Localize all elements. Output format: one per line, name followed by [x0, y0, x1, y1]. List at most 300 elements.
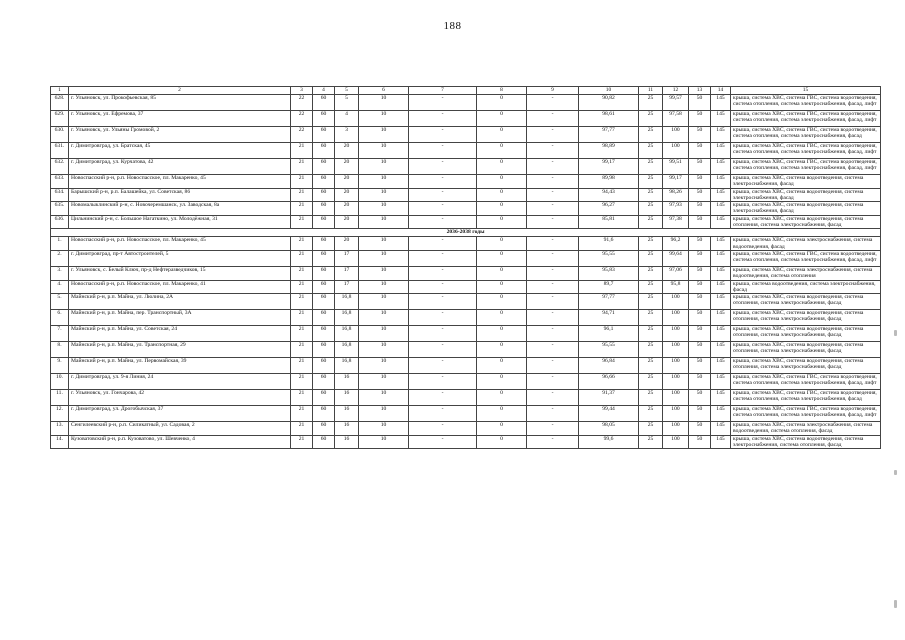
column-header: 12: [663, 87, 689, 95]
cell-9: -: [527, 390, 579, 406]
cell-8: 0: [477, 127, 527, 143]
cell-5: 4: [335, 111, 359, 127]
cell-4: 60: [313, 127, 335, 143]
cell-3: 21: [291, 326, 313, 342]
cell-13: 50: [689, 326, 711, 342]
table-row: [51, 266, 881, 280]
cell-11: 25: [639, 358, 663, 374]
table-row: [51, 202, 881, 216]
column-header: 11: [639, 87, 663, 95]
cell-5: 16,8: [335, 358, 359, 374]
table-row: [51, 422, 881, 436]
cell-13: 50: [689, 111, 711, 127]
table-row: [51, 143, 881, 159]
cell-14: 145: [711, 143, 731, 159]
address-cell: г. Димитровград, пр-т Автостроителей, 5: [69, 250, 291, 266]
cell-14: 145: [711, 175, 731, 189]
cell-4: 60: [313, 342, 335, 358]
works-cell: крыша, система ХВС, система водоотведения, система электроснабжения, фасад: [731, 188, 881, 202]
row-number: 628.: [51, 95, 69, 111]
cell-6: 10: [359, 159, 409, 175]
cell-12: 98,26: [663, 188, 689, 202]
cell-8: 0: [477, 143, 527, 159]
cell-4: 60: [313, 266, 335, 280]
cell-4: 60: [313, 250, 335, 266]
table-row: [51, 111, 881, 127]
cell-14: 145: [711, 159, 731, 175]
cell-3: 21: [291, 280, 313, 294]
cell-12: 100: [663, 390, 689, 406]
cell-6: 10: [359, 143, 409, 159]
cell-13: 50: [689, 95, 711, 111]
cell-8: 0: [477, 215, 527, 229]
cell-13: 50: [689, 143, 711, 159]
table-row: [51, 358, 881, 374]
cell-7: -: [409, 406, 477, 422]
cell-14: 145: [711, 280, 731, 294]
works-cell: крыша, система ХВС, система ГВС, система водоотведения, система отопления, система электроснабжения, фасад: [731, 390, 881, 406]
cell-8: 0: [477, 280, 527, 294]
cell-5: 3: [335, 127, 359, 143]
address-cell: г. Ульяновск, с. Белый Ключ, пр-д Нефтеразведчиков, 15: [69, 266, 291, 280]
cell-7: -: [409, 390, 477, 406]
cell-5: 16: [335, 435, 359, 449]
column-header: 7: [409, 87, 477, 95]
cell-3: 21: [291, 266, 313, 280]
cell-11: 25: [639, 250, 663, 266]
cell-11: 25: [639, 435, 663, 449]
cell-12: 100: [663, 310, 689, 326]
cell-4: 60: [313, 435, 335, 449]
cell-7: -: [409, 435, 477, 449]
cell-14: 145: [711, 310, 731, 326]
cell-4: 60: [313, 358, 335, 374]
row-number: 634.: [51, 188, 69, 202]
cell-6: 10: [359, 215, 409, 229]
cell-8: 0: [477, 175, 527, 189]
cell-5: 20: [335, 215, 359, 229]
address-cell: Майнский р-н, р.п. Майна, пер. Транспортный, 3А: [69, 310, 291, 326]
cell-8: 0: [477, 111, 527, 127]
cell-9: -: [527, 143, 579, 159]
cell-6: 10: [359, 326, 409, 342]
cell-10: 95,55: [579, 250, 639, 266]
cell-3: 21: [291, 422, 313, 436]
cell-12: 100: [663, 358, 689, 374]
cell-7: -: [409, 202, 477, 216]
column-header: 3: [291, 87, 313, 95]
cell-5: 20: [335, 202, 359, 216]
column-header: 13: [689, 87, 711, 95]
cell-7: -: [409, 127, 477, 143]
cell-14: 145: [711, 95, 731, 111]
row-number: 12.: [51, 406, 69, 422]
cell-8: 0: [477, 237, 527, 251]
cell-5: 20: [335, 143, 359, 159]
cell-3: 21: [291, 358, 313, 374]
cell-3: 22: [291, 111, 313, 127]
cell-3: 21: [291, 143, 313, 159]
cell-14: 145: [711, 435, 731, 449]
cell-6: 10: [359, 342, 409, 358]
table-row: [51, 406, 881, 422]
table-row: [51, 326, 881, 342]
cell-10: 97,77: [579, 127, 639, 143]
cell-4: 60: [313, 159, 335, 175]
works-cell: крыша, система водоотведения, система электроснабжения, фасад: [731, 280, 881, 294]
column-header: 6: [359, 87, 409, 95]
cell-3: 21: [291, 435, 313, 449]
cell-12: 95,8: [663, 280, 689, 294]
cell-11: 25: [639, 310, 663, 326]
cell-14: 145: [711, 358, 731, 374]
cell-5: 16: [335, 390, 359, 406]
cell-9: -: [527, 266, 579, 280]
table-row: [51, 127, 881, 143]
cell-8: 0: [477, 342, 527, 358]
address-cell: г. Ульяновск, ул. Гончарова, 42: [69, 390, 291, 406]
cell-12: 100: [663, 406, 689, 422]
cell-13: 50: [689, 215, 711, 229]
cell-8: 0: [477, 358, 527, 374]
row-number: 6.: [51, 310, 69, 326]
cell-11: 25: [639, 111, 663, 127]
cell-14: 145: [711, 237, 731, 251]
cell-10: 99,44: [579, 406, 639, 422]
row-number: 635.: [51, 202, 69, 216]
cell-12: 99,51: [663, 159, 689, 175]
cell-9: -: [527, 435, 579, 449]
cell-4: 60: [313, 202, 335, 216]
cell-12: 97,93: [663, 202, 689, 216]
cell-10: 97,77: [579, 294, 639, 310]
table-row: [51, 435, 881, 449]
cell-14: 145: [711, 250, 731, 266]
cell-13: 50: [689, 159, 711, 175]
cell-11: 25: [639, 326, 663, 342]
cell-14: 145: [711, 342, 731, 358]
works-cell: крыша, система ХВС, система водоотведения, система электроснабжения, фасад: [731, 202, 881, 216]
address-cell: Сенгилеевский р-н, р.п. Силикатный, ул. Садовая, 2: [69, 422, 291, 436]
cell-11: 25: [639, 127, 663, 143]
row-number: 3.: [51, 266, 69, 280]
column-header: 5: [335, 87, 359, 95]
cell-6: 10: [359, 374, 409, 390]
row-number: 10.: [51, 374, 69, 390]
cell-6: 10: [359, 202, 409, 216]
cell-11: 25: [639, 215, 663, 229]
works-cell: крыша, система ХВС, система водоотведения, система отопления, система электроснабжения, фасад: [731, 215, 881, 229]
cell-5: 20: [335, 175, 359, 189]
cell-10: 96,27: [579, 202, 639, 216]
works-cell: крыша, система ХВС, система ГВС, система водоотведения, система отопления, система электроснабжения, фасад, лифт: [731, 250, 881, 266]
table-row: [51, 390, 881, 406]
cell-3: 22: [291, 95, 313, 111]
cell-13: 50: [689, 390, 711, 406]
cell-13: 50: [689, 188, 711, 202]
cell-9: -: [527, 111, 579, 127]
cell-5: 17: [335, 250, 359, 266]
works-cell: крыша, система ХВС, система ГВС, система водоотведения, система отопления, система электроснабжения, фасад, лифт: [731, 95, 881, 111]
cell-4: 60: [313, 390, 335, 406]
cell-7: -: [409, 143, 477, 159]
cell-13: 50: [689, 310, 711, 326]
row-number: 632.: [51, 159, 69, 175]
cell-10: 94,43: [579, 188, 639, 202]
cell-14: 145: [711, 215, 731, 229]
cell-13: 50: [689, 358, 711, 374]
cell-11: 25: [639, 294, 663, 310]
cell-12: 99,57: [663, 95, 689, 111]
cell-14: 145: [711, 422, 731, 436]
cell-4: 60: [313, 188, 335, 202]
cell-11: 25: [639, 406, 663, 422]
row-number: 2.: [51, 250, 69, 266]
works-cell: крыша, система ХВС, система водоотведения, система отопления, система электроснабжения, фасад: [731, 310, 881, 326]
cell-7: -: [409, 159, 477, 175]
cell-8: 0: [477, 374, 527, 390]
row-number: 629.: [51, 111, 69, 127]
cell-13: 50: [689, 374, 711, 390]
cell-12: 97,38: [663, 215, 689, 229]
scan-edge-mark: [894, 470, 897, 475]
cell-10: 98,89: [579, 143, 639, 159]
cell-5: 16,8: [335, 294, 359, 310]
cell-10: 91,37: [579, 390, 639, 406]
cell-11: 25: [639, 188, 663, 202]
address-cell: Новоспасский р-н, р.п. Новоспасское, пл. Макаренко, 41: [69, 280, 291, 294]
cell-10: 98,05: [579, 422, 639, 436]
cell-5: 16: [335, 422, 359, 436]
table-row: [51, 237, 881, 251]
address-cell: Майнский р-н, р.п. Майна, ул. Советская, 24: [69, 326, 291, 342]
cell-6: 10: [359, 435, 409, 449]
cell-9: -: [527, 127, 579, 143]
address-cell: Новомалыклинский р-н, с. Новочеремшанск, ул. Заводская, 8а: [69, 202, 291, 216]
cell-10: 99,17: [579, 159, 639, 175]
address-cell: Кузоватовский р-н, р.п. Кузоватово, ул. Шевченко, 4: [69, 435, 291, 449]
cell-10: 90,82: [579, 95, 639, 111]
cell-14: 145: [711, 111, 731, 127]
cell-6: 10: [359, 266, 409, 280]
cell-12: 100: [663, 326, 689, 342]
column-header: 14: [711, 87, 731, 95]
cell-11: 25: [639, 280, 663, 294]
column-number-row: [51, 87, 881, 95]
cell-6: 10: [359, 111, 409, 127]
cell-8: 0: [477, 250, 527, 266]
cell-5: 16: [335, 374, 359, 390]
cell-8: 0: [477, 406, 527, 422]
works-cell: крыша, система ХВС, система электроснабжения, система водоотведения, система отопления, фасад: [731, 422, 881, 436]
cell-5: 16: [335, 406, 359, 422]
capital-repair-table: [50, 86, 881, 449]
works-cell: крыша, система ХВС, система электроснабжения, система водоотведения, фасад: [731, 237, 881, 251]
table-row: [51, 175, 881, 189]
cell-9: -: [527, 95, 579, 111]
cell-7: -: [409, 374, 477, 390]
cell-11: 25: [639, 95, 663, 111]
works-cell: крыша, система ХВС, система ГВС, система водоотведения, система отопления, система электроснабжения, фасад, лифт: [731, 143, 881, 159]
cell-13: 50: [689, 202, 711, 216]
cell-11: 25: [639, 374, 663, 390]
cell-3: 21: [291, 202, 313, 216]
cell-12: 100: [663, 374, 689, 390]
cell-4: 60: [313, 310, 335, 326]
cell-6: 10: [359, 358, 409, 374]
cell-4: 60: [313, 175, 335, 189]
cell-9: -: [527, 342, 579, 358]
cell-9: -: [527, 175, 579, 189]
cell-13: 50: [689, 435, 711, 449]
cell-3: 21: [291, 310, 313, 326]
cell-12: 100: [663, 422, 689, 436]
cell-4: 60: [313, 95, 335, 111]
cell-8: 0: [477, 294, 527, 310]
cell-5: 5: [335, 95, 359, 111]
cell-8: 0: [477, 422, 527, 436]
cell-7: -: [409, 266, 477, 280]
cell-7: -: [409, 326, 477, 342]
cell-14: 145: [711, 406, 731, 422]
cell-3: 21: [291, 237, 313, 251]
cell-10: 96,1: [579, 326, 639, 342]
cell-5: 16,8: [335, 326, 359, 342]
cell-12: 97,06: [663, 266, 689, 280]
cell-6: 10: [359, 422, 409, 436]
address-cell: Майнский р-н, р.п. Майна, ул. Транспортная, 29: [69, 342, 291, 358]
works-cell: крыша, система ХВС, система водоотведения, система отопления, система электроснабжения, фасад: [731, 358, 881, 374]
cell-4: 60: [313, 422, 335, 436]
cell-5: 17: [335, 280, 359, 294]
cell-5: 16,8: [335, 310, 359, 326]
works-cell: крыша, система ХВС, система ГВС, система водоотведения, система отопления, система электроснабжения, фасад, лифт: [731, 159, 881, 175]
cell-12: 100: [663, 127, 689, 143]
address-cell: г. Димитровград, ул. Курчатова, 42: [69, 159, 291, 175]
cell-9: -: [527, 406, 579, 422]
works-cell: крыша, система ХВС, система ГВС, система водоотведения, система отопления, система электроснабжения, фасад, лифт: [731, 406, 881, 422]
cell-9: -: [527, 374, 579, 390]
address-cell: Новоспасский р-н, р.п. Новоспасское, пл. Макаренко, 45: [69, 237, 291, 251]
table-row: [51, 159, 881, 175]
works-cell: крыша, система ХВС, система водоотведения, система электроснабжения, система отопления, фасад: [731, 435, 881, 449]
cell-3: 21: [291, 342, 313, 358]
row-number: 631.: [51, 143, 69, 159]
cell-6: 10: [359, 390, 409, 406]
cell-13: 50: [689, 250, 711, 266]
works-cell: крыша, система ХВС, система ГВС, система водоотведения, система отопления, система электроснабжения, фасад, лифт: [731, 111, 881, 127]
cell-14: 145: [711, 188, 731, 202]
row-number: 13.: [51, 422, 69, 436]
cell-6: 10: [359, 127, 409, 143]
address-cell: г. Димитровград, ул. Дрогобычская, 37: [69, 406, 291, 422]
row-number: 636.: [51, 215, 69, 229]
cell-6: 10: [359, 294, 409, 310]
cell-7: -: [409, 250, 477, 266]
cell-7: -: [409, 294, 477, 310]
cell-7: -: [409, 310, 477, 326]
cell-7: -: [409, 215, 477, 229]
cell-5: 17: [335, 266, 359, 280]
works-cell: крыша, система ХВС, система водоотведения, система отопления, система электроснабжения, фасад: [731, 294, 881, 310]
cell-5: 20: [335, 159, 359, 175]
address-cell: г. Ульяновск, ул. Прокофьевская, 85: [69, 95, 291, 111]
cell-12: 100: [663, 435, 689, 449]
cell-9: -: [527, 159, 579, 175]
cell-14: 145: [711, 326, 731, 342]
scan-edge-mark: [894, 600, 897, 608]
column-header: 9: [527, 87, 579, 95]
address-cell: Новоспасский р-н, р.п. Новоспасское, пл. Макаренко, 45: [69, 175, 291, 189]
cell-11: 25: [639, 422, 663, 436]
cell-4: 60: [313, 374, 335, 390]
cell-6: 10: [359, 280, 409, 294]
cell-13: 50: [689, 266, 711, 280]
cell-14: 145: [711, 127, 731, 143]
works-cell: крыша, система ХВС, система электроснабжения, система водоотведения, система отопления: [731, 266, 881, 280]
cell-10: 94,71: [579, 310, 639, 326]
cell-8: 0: [477, 159, 527, 175]
cell-9: -: [527, 202, 579, 216]
table-row: [51, 342, 881, 358]
cell-11: 25: [639, 202, 663, 216]
cell-13: 50: [689, 342, 711, 358]
cell-10: 96,84: [579, 358, 639, 374]
table-row: [51, 95, 881, 111]
column-header: 15: [731, 87, 881, 95]
cell-8: 0: [477, 435, 527, 449]
table-row: [51, 294, 881, 310]
cell-11: 25: [639, 143, 663, 159]
cell-9: -: [527, 310, 579, 326]
cell-7: -: [409, 342, 477, 358]
works-cell: крыша, система ХВС, система водоотведения, система электроснабжения, фасад: [731, 175, 881, 189]
cell-12: 97,58: [663, 111, 689, 127]
works-cell: крыша, система ХВС, система водоотведения, система отопления, система электроснабжения, фасад: [731, 342, 881, 358]
address-cell: Майнский р-н, р.п. Майна, ул. Первомайская, 39: [69, 358, 291, 374]
cell-10: 96,66: [579, 374, 639, 390]
table-row: [51, 280, 881, 294]
row-number: 9.: [51, 358, 69, 374]
cell-13: 50: [689, 280, 711, 294]
address-cell: г. Ульяновск, ул. Ефремова, 37: [69, 111, 291, 127]
cell-9: -: [527, 215, 579, 229]
table-row: [51, 310, 881, 326]
cell-7: -: [409, 280, 477, 294]
cell-14: 145: [711, 294, 731, 310]
cell-12: 100: [663, 143, 689, 159]
cell-12: 96,2: [663, 237, 689, 251]
row-number: 11.: [51, 390, 69, 406]
cell-8: 0: [477, 326, 527, 342]
cell-9: -: [527, 326, 579, 342]
cell-13: 50: [689, 127, 711, 143]
address-cell: Цильнинский р-н, с. Большое Нагаткино, ул. Молодёжная, 31: [69, 215, 291, 229]
address-cell: г. Димитровград, ул. Братская, 45: [69, 143, 291, 159]
cell-13: 50: [689, 237, 711, 251]
cell-11: 25: [639, 342, 663, 358]
scan-edge-mark: [894, 330, 897, 336]
cell-5: 20: [335, 188, 359, 202]
cell-6: 10: [359, 310, 409, 326]
cell-13: 50: [689, 406, 711, 422]
cell-11: 25: [639, 175, 663, 189]
row-number: 14.: [51, 435, 69, 449]
row-number: 1.: [51, 237, 69, 251]
column-header: 8: [477, 87, 527, 95]
cell-10: 89,98: [579, 175, 639, 189]
cell-12: 100: [663, 342, 689, 358]
